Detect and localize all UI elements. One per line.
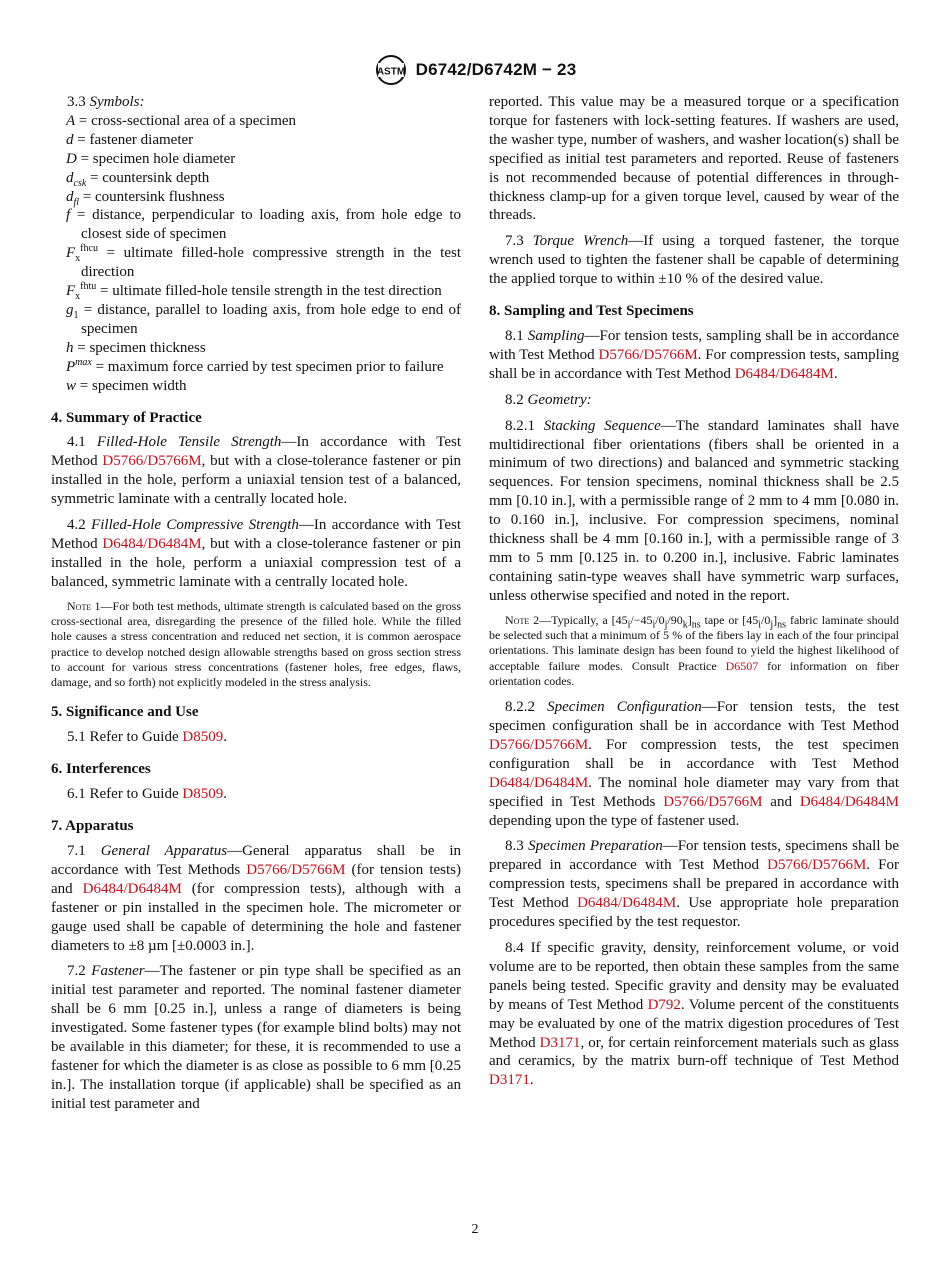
- link-d8509[interactable]: D8509: [182, 729, 224, 746]
- link-d3171[interactable]: D3171: [489, 1072, 530, 1089]
- left-column: [51, 93, 461, 1121]
- symbol-definition: $g_1$ = distance, parallel to loading axis, from hole edge to end of specimen: [66, 301, 461, 337]
- link-d6484[interactable]: D6484/D6484M: [734, 365, 834, 382]
- section-3-3: 3.3 Symbols:: [67, 94, 145, 110]
- link-d792[interactable]: D792: [647, 996, 681, 1013]
- symbol-definition: d = fastener diameter: [66, 131, 194, 148]
- astm-logo-icon: [374, 54, 408, 86]
- section-7-2: 7.2 Fastener—The fastener or pin type shall be specified as an initial test parameter and reported. The nominal fastener diameter shall be 6 mm [0.25 in.], unless a range of diameters is being investigated. Some fastener types (for example blind bolts) may not be available in this diameter; for these, it is recommended to use a fastener for which the diameter is as close as possible to 6 mm [0.25 in.]. The installation torque (if applicable) shall be specified as an initial test parameter and: [51, 963, 462, 1112]
- link-d5766[interactable]: D5766/D5766M: [102, 453, 202, 470]
- section-4-1: 4.1 Filled-Hole Tensile Strength—In accordance with Test Method D5766/D5766M, but with a close-tolerance fastener or pin installed in the hole, perform a uniaxial tension test of a balanced, symmetric laminate with a centrally located hole.: [51, 434, 461, 508]
- link-d5766[interactable]: D5766/D5766M: [663, 793, 763, 810]
- symbol-definition: $F_x^{fhcu}$ = ultimate filled-hole compressive strength in the test direction: [66, 243, 461, 281]
- section-7-heading: 7. Apparatus: [51, 818, 134, 835]
- section-6-heading: 6. Interferences: [51, 761, 151, 778]
- link-d5766[interactable]: D5766/D5766M: [246, 861, 346, 878]
- link-d6484[interactable]: D6484/D6484M: [82, 880, 182, 897]
- section-8-4: 8.4 If specific gravity, density, reinforcement volume, or void volume are to be reported, then obtain these samples from the same panels being tested. Specific gravity and density may be evaluated by means of Test Method D792. Volume percent of the constituents may be evaluated by one of the matrix digestion procedures of Test Method D3171, or, for certain reinforcement materials such as glass and ceramics, by the matrix burn-off technique of Test Method D3171.: [489, 940, 899, 1089]
- symbol-definition: $F_x^{fhtu}$ = ultimate filled-hole tensile strength in the test direction: [66, 281, 442, 303]
- section-8-3: 8.3 Specimen Preparation—For tension tests, specimens shall be prepared in accordance with Test Method D5766/D5766M. For compression tests, specimens shall be prepared in accordance with Test Method D6484/D6484M. Use appropriate hole preparation procedures specified by the test requestor.: [489, 838, 900, 931]
- section-8-2-1: 8.2.1 Stacking Sequence—The standard laminates shall have multidirectional fiber orientations (fibers shall be oriented in a minimum of two directions) and balanced and symmetric stacking sequences. For tension specimens, nominal thickness shall be 2.5 mm [0.10 in.], with a permissible range of 2 mm to 4 mm [0.080 in. to 0.160 in.], inclusive. For compression specimens, nominal thickness shall be 4 mm [0.160 in.], with a permissible range of 3 mm to 5 mm [0.125 in. to 0.200 in.], inclusive. Fabric laminates containing satin-type weaves shall have symmetric warp surfaces, unless otherwise specified and noted in the report.: [489, 417, 900, 604]
- section-8-2: 8.2 Geometry:: [505, 391, 592, 408]
- section-6-1: 6.1 Refer to Guide D8509.: [67, 786, 227, 803]
- symbol-definition: $P^{max}$ = maximum force carried by test specimen prior to failure: [66, 356, 444, 375]
- symbol-definition: w = specimen width: [66, 377, 187, 394]
- symbol-definition: D = specimen hole diameter: [66, 150, 236, 167]
- section-5-1: 5.1 Refer to Guide D8509.: [67, 729, 227, 746]
- symbol-definition: $d_{fl}$ = countersink flushness: [66, 188, 225, 208]
- section-4-heading: 4. Summary of Practice: [51, 409, 202, 426]
- symbol-definition: f = distance, perpendicular to loading axis, from hole edge to closest side of specimen: [66, 207, 461, 243]
- section-7-2-continued: reported. This value may be a measured torque or a specification torque for fasteners with lock-setting features. If washers are used, the washer type, number of washers, and washer location(s) shall be specified as initial test parameters and reported. Reuse of fasteners is not recommended because of potential differences in through-thickness clamp-up for a given torque level, caused by wear of the threads.: [489, 94, 899, 224]
- link-d3171[interactable]: D3171: [539, 1034, 581, 1051]
- symbol-definition: A = cross-sectional area of a specimen: [66, 112, 297, 129]
- note-2: Note 2—Typically, a $[45_i/-45_i/0_j/90_k]_{ns}$ tape or $[45_i/0_j]_{ns}$ fabric laminate should be selected such that a minimum of 5 % of the fibers lay in each of the four principal orientations. This laminate design has been found to yield the highest likelihood of acceptable failure modes. Consult Practice D6507 for information on fiber orientation codes.: [489, 612, 900, 688]
- symbol-definition: $d_{csk}$ = countersink depth: [66, 169, 210, 189]
- link-d5766[interactable]: D5766/D5766M: [489, 736, 589, 753]
- section-4-2: 4.2 Filled-Hole Compressive Strength—In accordance with Test Method D6484/D6484M, but with a close-tolerance fastener or pin installed in the hole, perform a uniaxial compression test of a balanced, symmetric laminate with a centrally located hole.: [51, 517, 462, 590]
- symbol-list: [51, 112, 461, 396]
- right-column: [489, 93, 899, 1097]
- link-d5766[interactable]: D5766/D5766M: [598, 346, 698, 363]
- section-8-heading: 8. Sampling and Test Specimens: [489, 303, 694, 320]
- standard-designation: D6742/D6742M − 23: [415, 59, 577, 79]
- svg-text:ASTM: ASTM: [376, 66, 405, 78]
- link-d5766[interactable]: D5766/D5766M: [767, 857, 867, 874]
- link-d6507[interactable]: D6507: [725, 658, 759, 673]
- section-5-heading: 5. Significance and Use: [51, 704, 199, 721]
- link-d8509[interactable]: D8509: [182, 786, 224, 803]
- section-7-1: 7.1 General Apparatus—General apparatus shall be in accordance with Test Methods D5766/D5766M (for tension tests) and D6484/D6484M (for compression tests), although with a fastener or pin installed in the specimen hole. The micrometer or gauge used shall be capable of determining the hole and fastener diameters to ±8 µm [±0.0003 in.].: [51, 842, 462, 954]
- note-1: Note 1—For both test methods, ultimate strength is calculated based on the gross cross-sectional area, disregarding the presence of the filled hole. While the filled hole causes a stress concentration and reduced net section, it is common aerospace practice to develop notched design allowable strengths based on gross section stress to account for various stress concentrations (fastener holes, free edges, flaws, damage, and so forth) not explicitly modeled in the stress analysis.: [51, 598, 461, 690]
- symbol-definition: h = specimen thickness: [66, 339, 206, 356]
- link-d6484[interactable]: D6484/D6484M: [799, 793, 899, 810]
- section-7-3: 7.3 Torque Wrench—If using a torqued fastener, the torque wrench used to tighten the fastener shall be capable of determining the applied torque to within ±10 % of the desired value.: [489, 233, 899, 288]
- link-d6484[interactable]: D6484/D6484M: [489, 774, 589, 791]
- page-number: 2: [471, 1222, 479, 1237]
- section-8-1: 8.1 Sampling—For tension tests, sampling shall be in accordance with Test Method D5766/D5766M. For compression tests, sampling shall be in accordance with Test Method D6484/D6484M.: [489, 327, 900, 382]
- link-d6484[interactable]: D6484/D6484M: [577, 895, 677, 912]
- link-d6484[interactable]: D6484/D6484M: [102, 535, 202, 552]
- section-8-2-2: 8.2.2 Specimen Configuration—For tension tests, the test specimen configuration shall be in accordance with Test Method D5766/D5766M. For compression tests, the test specimen configuration shall be in accordance with Test Method D6484/D6484M. The nominal hole diameter may vary from that specified in Test Methods D5766/D5766M and D6484/D6484M depending upon the type of fastener used.: [489, 699, 899, 829]
- page-header: [0, 52, 950, 88]
